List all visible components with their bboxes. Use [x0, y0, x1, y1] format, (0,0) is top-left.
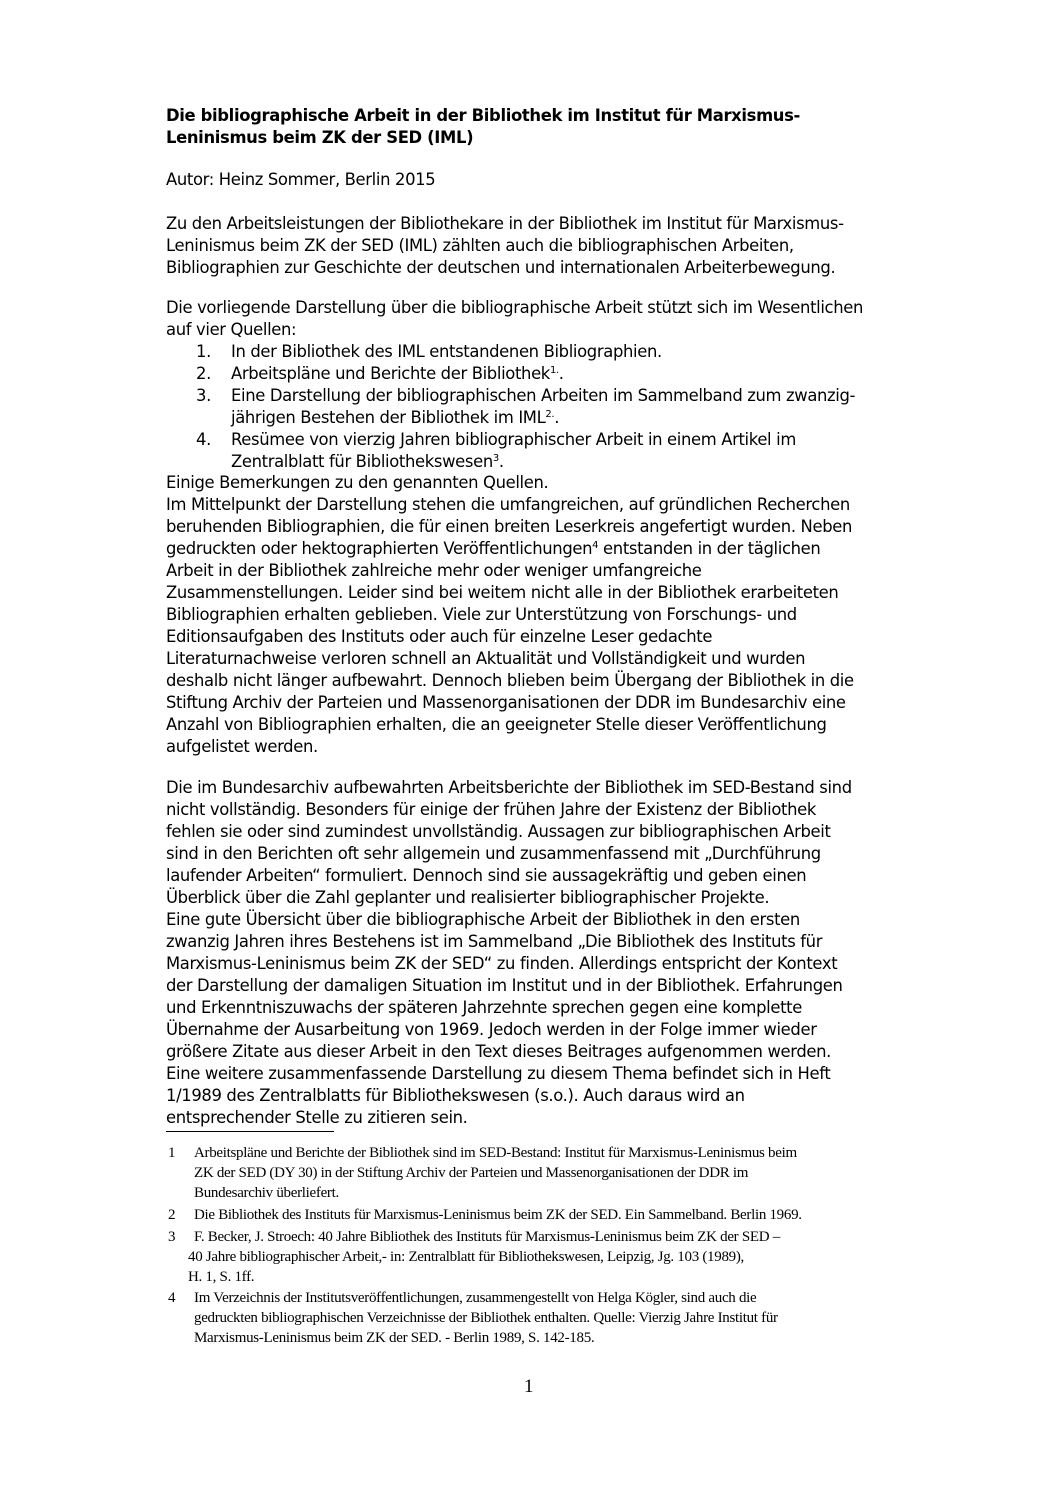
paragraph-line: 1/1989 des Zentralblatts für Bibliothekswesen (s.o.). Auch daraus wird an	[166, 1086, 745, 1105]
remarks-line: Einige Bemerkungen zu den genannten Quellen.	[166, 473, 549, 492]
footnote-number: 1	[168, 1145, 176, 1161]
list-text-tail: .	[554, 408, 560, 427]
list-text: Resümee von vierzig Jahren bibliographischer Arbeit in einem Artikel im	[231, 430, 796, 449]
sources-intro-line: Die vorliegende Darstellung über die bibliographische Arbeit stützt sich im Wesentlichen	[166, 298, 864, 317]
list-text	[231, 363, 564, 385]
paragraph-line: beruhenden Bibliographien, die für einen breiten Leserkreis angefertigt wurden. Neben	[166, 517, 853, 536]
paragraph-line: Zusammenstellungen. Leider sind bei weitem nicht alle in der Bibliothek erarbeiteten	[166, 583, 839, 602]
list-number: 4.	[196, 430, 211, 449]
footnote-text: Marxismus-Leninismus beim ZK der SED. - Berlin 1989, S. 142-185.	[194, 1330, 595, 1346]
paragraph-text: gedruckten oder hektographierten Veröffentlichungen	[166, 539, 593, 558]
paragraph-line: Literaturnachweise verloren schnell an Aktualität und Vollständigkeit und wurden	[166, 649, 806, 668]
footnote-text: ZK der SED (DY 30) in der Stiftung Archiv der Parteien und Massenorganisationen der DDR im	[194, 1165, 749, 1181]
paragraph-line	[166, 538, 820, 560]
footnote-text: Arbeitspläne und Berichte der Bibliothek sind im SED-Bestand: Institut für Marxismus-Leninismus beim	[194, 1145, 797, 1161]
footnote-ref[interactable]: 3	[492, 453, 499, 464]
paragraph-line: Die im Bundesarchiv aufbewahrten Arbeitsberichte der Bibliothek im SED-Bestand sind	[166, 778, 852, 797]
footnote-number: 2	[168, 1207, 176, 1223]
list-number: 1.	[196, 342, 211, 361]
list-text-main: Zentralblatt für Bibliothekswesen	[231, 452, 493, 471]
intro-line: Bibliographien zur Geschichte der deutschen und internationalen Arbeiterbewegung.	[166, 258, 836, 277]
paragraph-line: Eine gute Übersicht über die bibliographische Arbeit der Bibliothek in den ersten	[166, 910, 800, 929]
paragraph-line: Im Mittelpunkt der Darstellung stehen die umfangreichen, auf gründlichen Recherchen	[166, 495, 850, 514]
paragraph-text: entstanden in der täglichen	[598, 539, 821, 558]
author-line: Autor: Heinz Sommer, Berlin 2015	[166, 170, 436, 189]
paragraph-line: Arbeit in der Bibliothek zahlreiche mehr oder weniger umfangreiche	[166, 561, 702, 580]
paragraph-line: Anzahl von Bibliographien erhalten, die an geeigneter Stelle dieser Veröffentlichung	[166, 715, 827, 734]
footnote-text: Im Verzeichnis der Institutsveröffentlichungen, zusammengestellt von Helga Kögler, sind auch die	[194, 1290, 757, 1306]
sources-intro-line: auf vier Quellen:	[166, 320, 297, 339]
document-title-line-1: Die bibliographische Arbeit in der Bibliothek im Institut für Marxismus-	[166, 106, 800, 125]
paragraph-line: zwanzig Jahren ihres Bestehens ist im Sammelband „Die Bibliothek des Instituts für	[166, 932, 823, 951]
paragraph-line: deshalb nicht länger aufbewahrt. Dennoch blieben beim Übergang der Bibliothek in die	[166, 671, 854, 690]
paragraph-line: Bibliographien erhalten geblieben. Viele zur Unterstützung von Forschungs- und	[166, 605, 797, 624]
document-title-line-2: Leninismus beim ZK der SED (IML)	[166, 128, 474, 147]
list-number: 3.	[196, 386, 211, 405]
paragraph-line: Überblick über die Zahl geplanter und realisierter bibliographischer Projekte.	[166, 888, 770, 907]
paragraph-line: laufender Arbeiten“ formuliert. Dennoch sind sie aussagekräftig und geben einen	[166, 866, 807, 885]
paragraph-line: Eine weitere zusammenfassende Darstellung zu diesem Thema befindet sich in Heft	[166, 1064, 831, 1083]
intro-line: Zu den Arbeitsleistungen der Bibliothekare in der Bibliothek im Institut für Marxismus-	[166, 214, 844, 233]
list-text	[231, 451, 504, 473]
paragraph-line: größere Zitate aus dieser Arbeit in den Text dieses Beitrages aufgenommen werden.	[166, 1042, 832, 1061]
footnote-text: Bundesarchiv überliefert.	[194, 1185, 339, 1201]
paragraph-line: der Darstellung der damaligen Situation im Institut und in der Bibliothek. Erfahrungen	[166, 976, 843, 995]
footnote-text: gedruckten bibliographischen Verzeichnisse der Bibliothek enthalten. Quelle: Vierzig Jahre Institut für	[194, 1310, 778, 1326]
paragraph-line: entsprechender Stelle zu zitieren sein.	[166, 1108, 468, 1127]
list-text: Eine Darstellung der bibliographischen Arbeiten im Sammelband zum zwanzig-	[231, 386, 856, 405]
footnote-number: 4	[168, 1290, 176, 1306]
paragraph-line: nicht vollständig. Besonders für einige der frühen Jahre der Existenz der Bibliothek	[166, 800, 817, 819]
list-text-main: jährigen Bestehen der Bibliothek im IML	[231, 408, 546, 427]
list-text: In der Bibliothek des IML entstandenen Bibliographien.	[231, 342, 662, 361]
footnote-ref[interactable]: 1.	[549, 365, 559, 376]
footnote-ref[interactable]: 2.	[545, 409, 555, 420]
footnote-text: 40 Jahre bibliographischer Arbeit,- in: Zentralblatt für Bibliothekswesen, Leipzig, Jg. 103 (1989),	[188, 1249, 744, 1265]
paragraph-line: fehlen sie oder sind zumindest unvollständig. Aussagen zur bibliographischen Arbeit	[166, 822, 831, 841]
intro-line: Leninismus beim ZK der SED (IML) zählten auch die bibliographischen Arbeiten,	[166, 236, 794, 255]
paragraph-line: Übernahme der Ausarbeitung von 1969. Jedoch werden in der Folge immer wieder	[166, 1020, 817, 1039]
footnote-ref[interactable]: 4	[592, 540, 599, 551]
list-text-main: Arbeitspläne und Berichte der Bibliothek	[231, 364, 550, 383]
list-number: 2.	[196, 364, 211, 383]
page-number: 1	[524, 1376, 534, 1397]
footnote-number: 3	[168, 1229, 176, 1245]
list-text-tail: .	[498, 452, 504, 471]
paragraph-line: Marxismus-Leninismus beim ZK der SED“ zu finden. Allerdings entspricht der Kontext	[166, 954, 838, 973]
footnote-text: Die Bibliothek des Instituts für Marxismus-Leninismus beim ZK der SED. Ein Sammelband. Berlin 1969.	[194, 1207, 802, 1223]
paragraph-line: und Erkenntniszuwachs der späteren Jahrzehnte sprechen gegen eine komplette	[166, 998, 802, 1017]
paragraph-line: Stiftung Archiv der Parteien und Massenorganisationen der DDR im Bundesarchiv eine	[166, 693, 846, 712]
paragraph-line: sind in den Berichten oft sehr allgemein und zusammenfassend mit „Durchführung	[166, 844, 821, 863]
paragraph-line: aufgelistet werden.	[166, 737, 318, 756]
list-text	[231, 407, 559, 429]
footnote-separator	[166, 1131, 334, 1132]
footnote-text: F. Becker, J. Stroech: 40 Jahre Bibliothek des Instituts für Marxismus-Leninismus beim ZK der SED –	[194, 1229, 780, 1245]
paragraph-line: Editionsaufgaben des Instituts oder auch für einzelne Leser gedachte	[166, 627, 713, 646]
list-text-tail: .	[558, 364, 564, 383]
footnote-text: H. 1, S. 1ff.	[188, 1269, 255, 1285]
